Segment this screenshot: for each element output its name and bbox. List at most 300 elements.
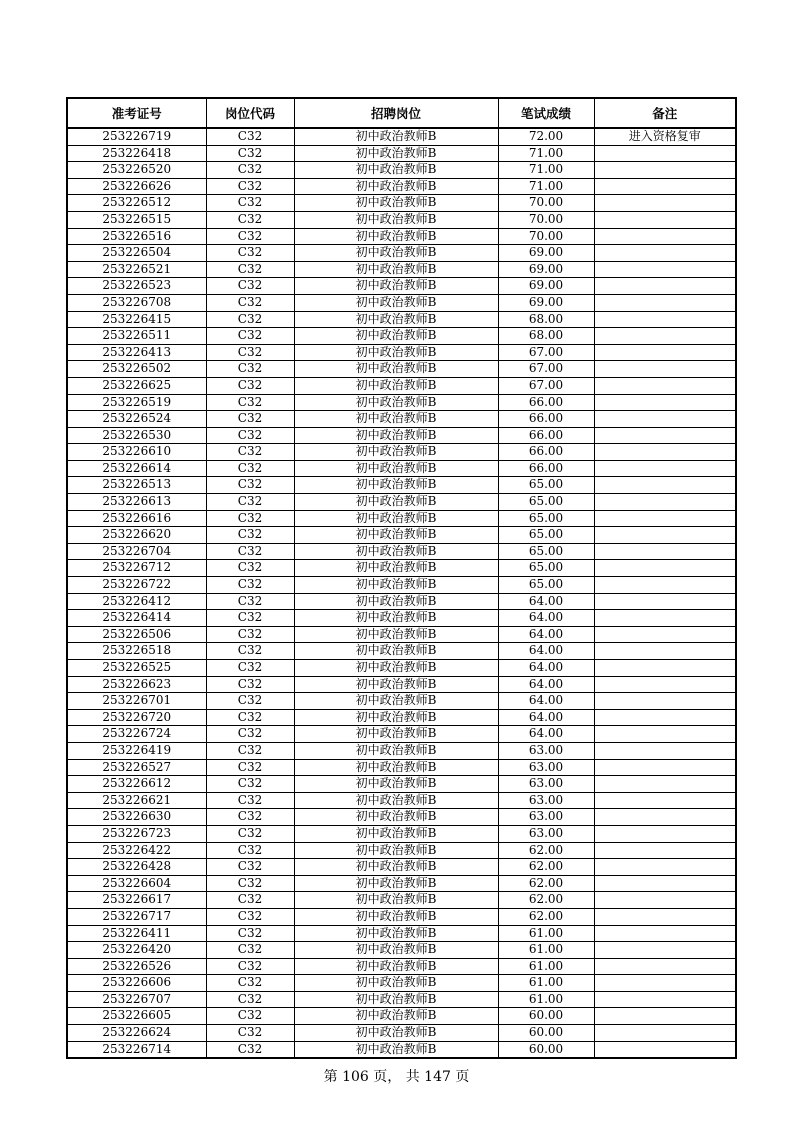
exam-id-cell: 253226722 (67, 577, 206, 594)
post-name-cell: 初中政治教师B (294, 842, 498, 859)
table-row (67, 991, 736, 1008)
exam-id-cell: 253226624 (67, 1025, 206, 1042)
exam-id-cell: 253226525 (67, 660, 206, 677)
exam-id-cell: 253226708 (67, 294, 206, 311)
exam-id-cell: 253226704 (67, 543, 206, 560)
score-cell: 60.00 (498, 1041, 594, 1058)
post-code-cell: C32 (206, 494, 294, 511)
score-cell: 64.00 (498, 660, 594, 677)
exam-id-cell: 253226524 (67, 411, 206, 428)
remark-cell (594, 211, 736, 228)
post-code-cell: C32 (206, 676, 294, 693)
exam-id-cell: 253226606 (67, 975, 206, 992)
post-name-cell: 初中政治教师B (294, 759, 498, 776)
remark-cell (594, 792, 736, 809)
table-row (67, 245, 736, 262)
remark-cell (594, 294, 736, 311)
remark-cell (594, 759, 736, 776)
table-row (67, 726, 736, 743)
table-row (67, 560, 736, 577)
post-name-cell: 初中政治教师B (294, 427, 498, 444)
post-name-cell: 初中政治教师B (294, 577, 498, 594)
score-cell: 71.00 (498, 162, 594, 179)
score-cell: 63.00 (498, 825, 594, 842)
score-cell: 66.00 (498, 427, 594, 444)
post-name-cell: 初中政治教师B (294, 477, 498, 494)
post-name-cell: 初中政治教师B (294, 211, 498, 228)
table-row (67, 1041, 736, 1058)
remark-cell (594, 610, 736, 627)
score-cell: 61.00 (498, 925, 594, 942)
post-name-cell: 初中政治教师B (294, 975, 498, 992)
remark-cell (594, 693, 736, 710)
table-row (67, 178, 736, 195)
score-cell: 64.00 (498, 676, 594, 693)
exam-id-cell: 253226511 (67, 328, 206, 345)
post-code-cell: C32 (206, 128, 294, 145)
post-code-cell: C32 (206, 942, 294, 959)
post-name-cell: 初中政治教师B (294, 294, 498, 311)
remark-cell (594, 245, 736, 262)
score-cell: 69.00 (498, 294, 594, 311)
post-code-cell: C32 (206, 427, 294, 444)
post-code-cell: C32 (206, 344, 294, 361)
table-row (67, 577, 736, 594)
table-row (67, 842, 736, 859)
score-cell: 63.00 (498, 776, 594, 793)
page-footer: 第 106 页， 共 147 页 (323, 1069, 470, 1085)
post-code-cell: C32 (206, 842, 294, 859)
post-code-cell: C32 (206, 195, 294, 212)
exam-id-cell: 253226723 (67, 825, 206, 842)
score-cell: 68.00 (498, 328, 594, 345)
score-cell: 67.00 (498, 377, 594, 394)
post-code-cell: C32 (206, 859, 294, 876)
remark-cell (594, 1041, 736, 1058)
exam-id-cell: 253226612 (67, 776, 206, 793)
post-name-cell: 初中政治教师B (294, 311, 498, 328)
post-name-cell: 初中政治教师B (294, 162, 498, 179)
exam-id-cell: 253226512 (67, 195, 206, 212)
score-cell: 70.00 (498, 211, 594, 228)
remark-cell (594, 477, 736, 494)
remark-cell (594, 908, 736, 925)
exam-id-cell: 253226613 (67, 494, 206, 511)
table-row (67, 211, 736, 228)
remark-cell (594, 444, 736, 461)
post-code-cell: C32 (206, 560, 294, 577)
score-cell: 71.00 (498, 145, 594, 162)
score-cell: 66.00 (498, 394, 594, 411)
remark-cell (594, 344, 736, 361)
score-cell: 69.00 (498, 278, 594, 295)
score-cell: 64.00 (498, 726, 594, 743)
score-cell: 66.00 (498, 411, 594, 428)
table-row (67, 494, 736, 511)
score-cell: 72.00 (498, 128, 594, 145)
post-name-cell: 初中政治教师B (294, 1041, 498, 1058)
table-row (67, 610, 736, 627)
remark-cell (594, 709, 736, 726)
exam-id-cell: 253226712 (67, 560, 206, 577)
table-row (67, 809, 736, 826)
table-row (67, 593, 736, 610)
remark-cell (594, 875, 736, 892)
exam-id-cell: 253226518 (67, 643, 206, 660)
remark-cell (594, 377, 736, 394)
post-name-cell: 初中政治教师B (294, 178, 498, 195)
table-row (67, 278, 736, 295)
score-cell: 65.00 (498, 477, 594, 494)
post-code-cell: C32 (206, 1041, 294, 1058)
table-row (67, 344, 736, 361)
remark-cell (594, 726, 736, 743)
exam-id-cell: 253226714 (67, 1041, 206, 1058)
post-code-cell: C32 (206, 776, 294, 793)
table-row (67, 892, 736, 909)
remark-cell (594, 991, 736, 1008)
score-cell: 67.00 (498, 344, 594, 361)
score-cell: 66.00 (498, 460, 594, 477)
remark-cell (594, 643, 736, 660)
post-name-cell: 初中政治教师B (294, 643, 498, 660)
score-cell: 69.00 (498, 245, 594, 262)
table-row (67, 294, 736, 311)
table-row (67, 328, 736, 345)
post-code-cell: C32 (206, 543, 294, 560)
score-cell: 63.00 (498, 809, 594, 826)
post-code-cell: C32 (206, 294, 294, 311)
remark-cell (594, 958, 736, 975)
table-row (67, 908, 736, 925)
remark-cell (594, 859, 736, 876)
post-code-cell: C32 (206, 162, 294, 179)
remark-cell (594, 527, 736, 544)
post-code-cell: C32 (206, 925, 294, 942)
exam-id-cell: 253226719 (67, 128, 206, 145)
score-cell: 64.00 (498, 626, 594, 643)
post-name-cell: 初中政治教师B (294, 328, 498, 345)
post-name-cell: 初中政治教师B (294, 261, 498, 278)
remark-cell (594, 145, 736, 162)
post-code-cell: C32 (206, 975, 294, 992)
table-row (67, 776, 736, 793)
remark-cell (594, 892, 736, 909)
exam-id-cell: 253226621 (67, 792, 206, 809)
table-row (67, 643, 736, 660)
score-cell: 65.00 (498, 527, 594, 544)
table-row (67, 377, 736, 394)
exam-id-cell: 253226707 (67, 991, 206, 1008)
post-code-cell: C32 (206, 460, 294, 477)
exam-id-cell: 253226616 (67, 510, 206, 527)
post-code-cell: C32 (206, 228, 294, 245)
header-post-code: 岗位代码 (206, 98, 294, 128)
remark-cell: 进入资格复审 (594, 128, 736, 145)
post-code-cell: C32 (206, 908, 294, 925)
post-code-cell: C32 (206, 726, 294, 743)
remark-cell (594, 427, 736, 444)
post-code-cell: C32 (206, 361, 294, 378)
remark-cell (594, 195, 736, 212)
score-cell: 70.00 (498, 228, 594, 245)
exam-id-cell: 253226521 (67, 261, 206, 278)
exam-id-cell: 253226614 (67, 460, 206, 477)
exam-id-cell: 253226428 (67, 859, 206, 876)
score-cell: 62.00 (498, 842, 594, 859)
post-code-cell: C32 (206, 1008, 294, 1025)
post-code-cell: C32 (206, 792, 294, 809)
exam-id-cell: 253226623 (67, 676, 206, 693)
post-name-cell: 初中政治教师B (294, 925, 498, 942)
post-name-cell: 初中政治教师B (294, 361, 498, 378)
score-cell: 65.00 (498, 510, 594, 527)
post-code-cell: C32 (206, 825, 294, 842)
post-name-cell: 初中政治教师B (294, 693, 498, 710)
remark-cell (594, 593, 736, 610)
exam-id-cell: 253226604 (67, 875, 206, 892)
post-name-cell: 初中政治教师B (294, 908, 498, 925)
remark-cell (594, 278, 736, 295)
table-row (67, 742, 736, 759)
post-code-cell: C32 (206, 477, 294, 494)
post-name-cell: 初中政治教师B (294, 128, 498, 145)
post-name-cell: 初中政治教师B (294, 825, 498, 842)
score-cell: 63.00 (498, 742, 594, 759)
exam-id-cell: 253226523 (67, 278, 206, 295)
post-code-cell: C32 (206, 278, 294, 295)
post-name-cell: 初中政治教师B (294, 460, 498, 477)
exam-id-cell: 253226717 (67, 908, 206, 925)
remark-cell (594, 361, 736, 378)
remark-cell (594, 742, 736, 759)
table-row (67, 128, 736, 145)
post-name-cell: 初中政治教师B (294, 942, 498, 959)
post-code-cell: C32 (206, 660, 294, 677)
post-name-cell: 初中政治教师B (294, 709, 498, 726)
score-cell: 65.00 (498, 543, 594, 560)
remark-cell (594, 825, 736, 842)
header-remark: 备注 (594, 98, 736, 128)
post-name-cell: 初中政治教师B (294, 626, 498, 643)
post-code-cell: C32 (206, 693, 294, 710)
post-name-cell: 初中政治教师B (294, 776, 498, 793)
remark-cell (594, 228, 736, 245)
remark-cell (594, 510, 736, 527)
post-name-cell: 初中政治教师B (294, 560, 498, 577)
post-name-cell: 初中政治教师B (294, 1008, 498, 1025)
table-row (67, 875, 736, 892)
exam-id-cell: 253226527 (67, 759, 206, 776)
table-row (67, 792, 736, 809)
post-name-cell: 初中政治教师B (294, 543, 498, 560)
table-row (67, 311, 736, 328)
score-cell: 64.00 (498, 593, 594, 610)
post-code-cell: C32 (206, 1025, 294, 1042)
post-name-cell: 初中政治教师B (294, 726, 498, 743)
post-name-cell: 初中政治教师B (294, 1025, 498, 1042)
exam-id-cell: 253226413 (67, 344, 206, 361)
exam-id-cell: 253226411 (67, 925, 206, 942)
exam-id-cell: 253226412 (67, 593, 206, 610)
table-row (67, 759, 736, 776)
post-code-cell: C32 (206, 145, 294, 162)
table-body (67, 128, 736, 1058)
table-row (67, 626, 736, 643)
exam-id-cell: 253226504 (67, 245, 206, 262)
exam-id-cell: 253226620 (67, 527, 206, 544)
post-code-cell: C32 (206, 709, 294, 726)
score-cell: 60.00 (498, 1025, 594, 1042)
post-code-cell: C32 (206, 892, 294, 909)
remark-cell (594, 676, 736, 693)
exam-id-cell: 253226520 (67, 162, 206, 179)
exam-id-cell: 253226626 (67, 178, 206, 195)
score-cell: 62.00 (498, 859, 594, 876)
remark-cell (594, 1008, 736, 1025)
post-name-cell: 初中政治教师B (294, 411, 498, 428)
exam-id-cell: 253226506 (67, 626, 206, 643)
header-written-score: 笔试成绩 (498, 98, 594, 128)
exam-id-cell: 253226418 (67, 145, 206, 162)
exam-id-cell: 253226526 (67, 958, 206, 975)
exam-id-cell: 253226519 (67, 394, 206, 411)
remark-cell (594, 925, 736, 942)
post-name-cell: 初中政治教师B (294, 610, 498, 627)
post-code-cell: C32 (206, 411, 294, 428)
score-cell: 66.00 (498, 444, 594, 461)
score-cell: 64.00 (498, 709, 594, 726)
table-row (67, 427, 736, 444)
score-cell: 65.00 (498, 560, 594, 577)
table-row (67, 958, 736, 975)
remark-cell (594, 394, 736, 411)
exam-id-cell: 253226515 (67, 211, 206, 228)
score-cell: 71.00 (498, 178, 594, 195)
post-code-cell: C32 (206, 245, 294, 262)
remark-cell (594, 842, 736, 859)
table-row (67, 228, 736, 245)
table-row (67, 975, 736, 992)
score-cell: 61.00 (498, 991, 594, 1008)
table-row (67, 460, 736, 477)
remark-cell (594, 460, 736, 477)
post-code-cell: C32 (206, 958, 294, 975)
table-row (67, 1008, 736, 1025)
exam-id-cell: 253226625 (67, 377, 206, 394)
remark-cell (594, 494, 736, 511)
remark-cell (594, 626, 736, 643)
post-code-cell: C32 (206, 626, 294, 643)
post-code-cell: C32 (206, 991, 294, 1008)
table-row (67, 1025, 736, 1042)
post-code-cell: C32 (206, 610, 294, 627)
score-cell: 68.00 (498, 311, 594, 328)
post-code-cell: C32 (206, 377, 294, 394)
score-table (66, 97, 737, 1059)
post-code-cell: C32 (206, 643, 294, 660)
post-code-cell: C32 (206, 875, 294, 892)
exam-id-cell: 253226420 (67, 942, 206, 959)
post-name-cell: 初中政治教师B (294, 875, 498, 892)
table-row (67, 162, 736, 179)
post-code-cell: C32 (206, 809, 294, 826)
score-cell: 63.00 (498, 792, 594, 809)
table-row (67, 543, 736, 560)
post-code-cell: C32 (206, 444, 294, 461)
post-name-cell: 初中政治教师B (294, 991, 498, 1008)
score-cell: 70.00 (498, 195, 594, 212)
score-cell: 61.00 (498, 942, 594, 959)
table-row (67, 195, 736, 212)
table-row (67, 510, 736, 527)
post-name-cell: 初中政治教师B (294, 494, 498, 511)
remark-cell (594, 975, 736, 992)
post-code-cell: C32 (206, 759, 294, 776)
score-cell: 64.00 (498, 610, 594, 627)
exam-id-cell: 253226530 (67, 427, 206, 444)
post-code-cell: C32 (206, 577, 294, 594)
exam-id-cell: 253226720 (67, 709, 206, 726)
post-code-cell: C32 (206, 742, 294, 759)
table-row (67, 261, 736, 278)
exam-id-cell: 253226415 (67, 311, 206, 328)
exam-id-cell: 253226513 (67, 477, 206, 494)
table-row (67, 477, 736, 494)
remark-cell (594, 577, 736, 594)
exam-id-cell: 253226617 (67, 892, 206, 909)
score-cell: 64.00 (498, 693, 594, 710)
post-code-cell: C32 (206, 328, 294, 345)
exam-id-cell: 253226610 (67, 444, 206, 461)
exam-id-cell: 253226502 (67, 361, 206, 378)
exam-id-cell: 253226630 (67, 809, 206, 826)
table-row (67, 145, 736, 162)
table-row (67, 693, 736, 710)
score-cell: 65.00 (498, 494, 594, 511)
table-row (67, 709, 736, 726)
exam-id-cell: 253226422 (67, 842, 206, 859)
score-cell: 61.00 (498, 975, 594, 992)
remark-cell (594, 660, 736, 677)
table-row (67, 361, 736, 378)
table-row (67, 925, 736, 942)
exam-id-cell: 253226724 (67, 726, 206, 743)
post-code-cell: C32 (206, 311, 294, 328)
table-header-row (67, 98, 736, 128)
remark-cell (594, 560, 736, 577)
post-name-cell: 初中政治教师B (294, 245, 498, 262)
remark-cell (594, 162, 736, 179)
score-cell: 61.00 (498, 958, 594, 975)
score-cell: 62.00 (498, 892, 594, 909)
post-name-cell: 初中政治教师B (294, 145, 498, 162)
table-row (67, 527, 736, 544)
score-cell: 62.00 (498, 908, 594, 925)
table-row (67, 859, 736, 876)
remark-cell (594, 328, 736, 345)
score-cell: 67.00 (498, 361, 594, 378)
post-name-cell: 初中政治教师B (294, 676, 498, 693)
post-name-cell: 初中政治教师B (294, 278, 498, 295)
post-name-cell: 初中政治教师B (294, 195, 498, 212)
exam-id-cell: 253226605 (67, 1008, 206, 1025)
remark-cell (594, 311, 736, 328)
table-row (67, 825, 736, 842)
score-cell: 65.00 (498, 577, 594, 594)
post-name-cell: 初中政治教师B (294, 809, 498, 826)
post-name-cell: 初中政治教师B (294, 394, 498, 411)
